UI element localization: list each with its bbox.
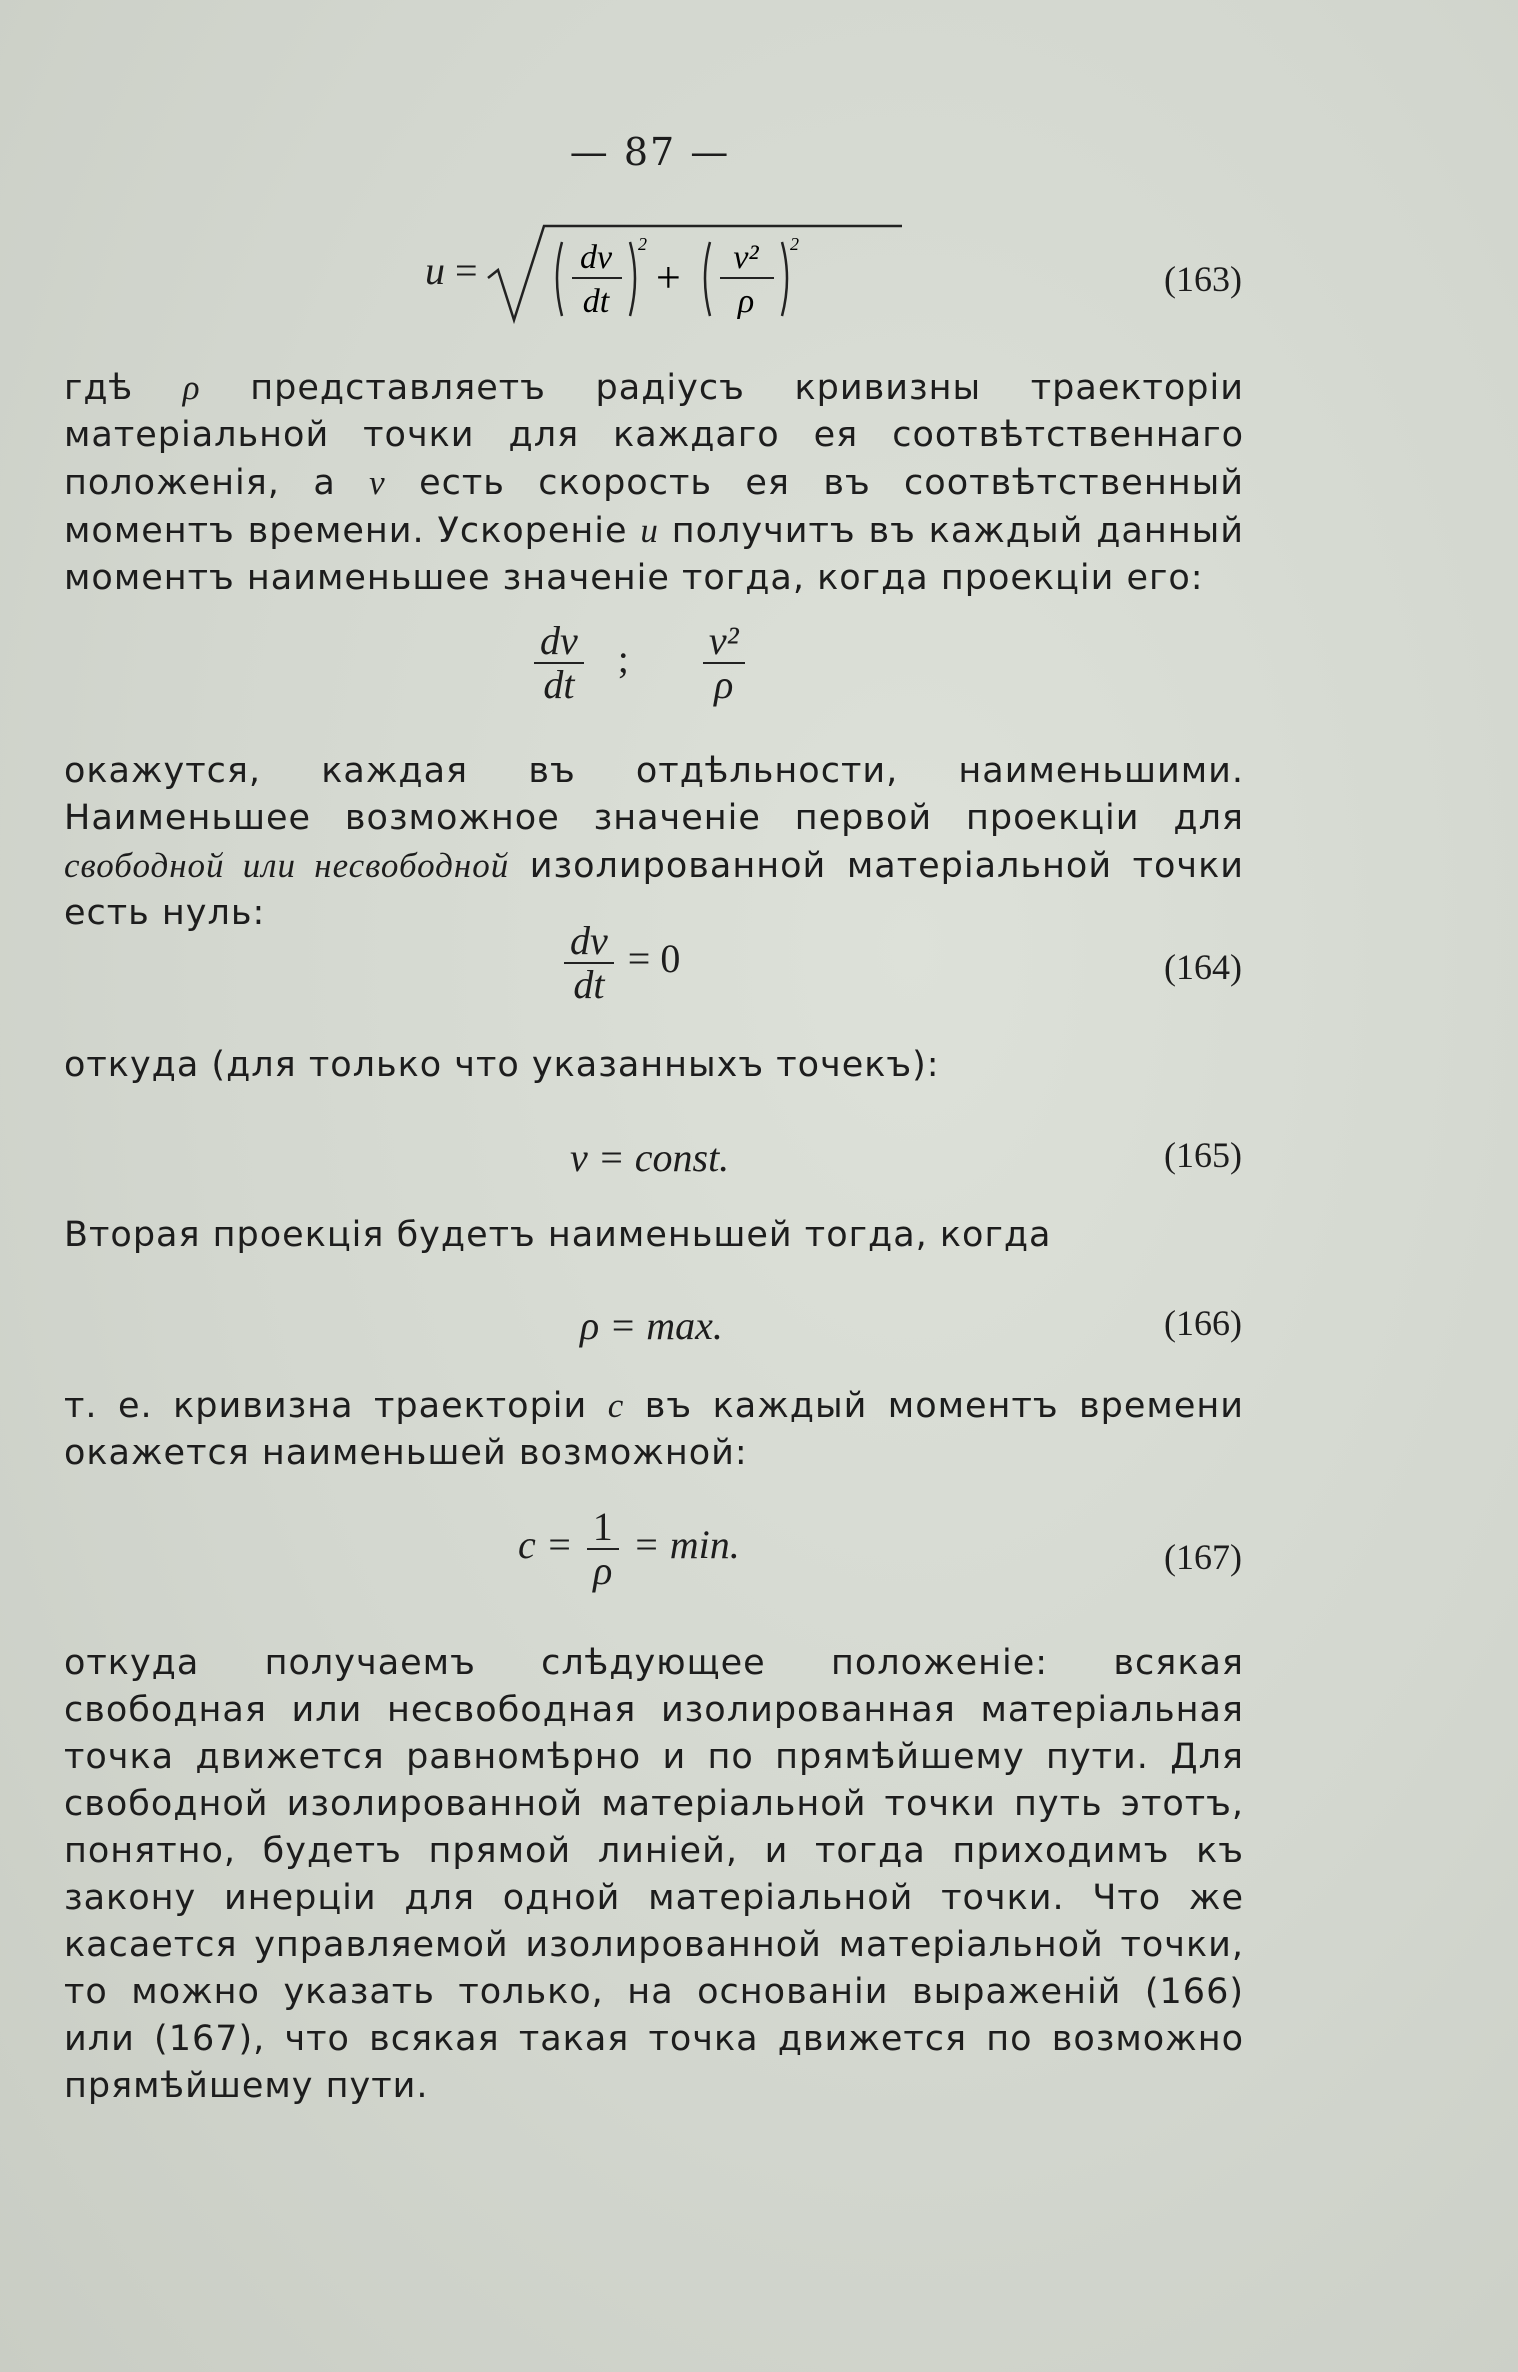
- eq167-number: (167): [1164, 1537, 1242, 1577]
- eq163-lhs: u: [425, 248, 445, 294]
- eq163-sq-a: 2: [637, 234, 647, 254]
- paragraph-4: Вторая проекція будетъ наименьшей тогда, когда: [64, 1215, 1052, 1255]
- equation-165: v = const. (165): [570, 1135, 1242, 1180]
- eq163-b-num: v²: [732, 239, 759, 276]
- paragraph-2: окажутся, каждая въ отдѣльности, наименьшими. Наименьшее возможное значеніе первой проекціи для свободной или несвободной изолированной матеріальной точки есть нуль:: [64, 751, 1245, 933]
- equation-166: ρ = max. (166): [580, 1303, 1242, 1348]
- equation-167: c = $\frac{1}{\rho}$ = min. (167): [518, 1504, 1242, 1593]
- c-symbol: c: [607, 1386, 625, 1425]
- italic-term: свободной или несвободной: [64, 846, 510, 885]
- equation-164: $\frac{dv}{dt}$ = 0 (164): [0, 920, 1518, 1030]
- eq166-number: (166): [1164, 1303, 1242, 1343]
- eq163-a-num: dv: [579, 239, 612, 276]
- page-number: — 87 —: [569, 130, 731, 174]
- svg-text:+: +: [652, 253, 683, 302]
- v-symbol: v: [369, 463, 386, 502]
- eq163-sq-b: 2: [789, 234, 799, 254]
- eq164-number: (164): [1164, 947, 1242, 987]
- paragraph-6: откуда получаемъ слѣдующее положеніе: всякая свободная или несвободная изолированная матеріальная точка движется равномѣрно и по прямѣйшему пути. Для свободной изолированной матеріальной точки путь этотъ, понятно, будетъ прямой линіей, и тогда приходимъ къ закону инерціи для одной матеріальной точки. Что же касается управляемой изолированной матеріальной точки, то можно указать только, на основаніи выраженій (166) или (167), что всякая такая точка движется по возможно прямѣйшему пути.: [64, 1643, 1244, 2106]
- eq163-number: (163): [1164, 259, 1242, 299]
- eq163-equals: =: [455, 248, 478, 294]
- paragraph-5: т. е. кривизна траекторіи c въ каждый моментъ времени окажется наименьшей возможной:: [64, 1386, 1244, 1473]
- eq163-a-den: dt: [582, 283, 609, 320]
- eq163-b-den: ρ: [737, 283, 754, 320]
- projections: $\frac{dv}{dt}$ ; $\frac{\text{v²}}{\rho}$: [0, 620, 1518, 730]
- paragraph-1: гдѣ ρ представляетъ радіусъ кривизны траекторіи матеріальной точки для каждаго ея соотвѣтственнаго положенія, а v есть скорость ея въ соотвѣтственный моментъ времени. Ускореніе u получитъ въ каждый данный моментъ наименьшее значеніе тогда, когда проекціи его:: [64, 368, 1245, 598]
- u-symbol: u: [640, 511, 659, 550]
- paragraph-3: откуда (для только что указанныхъ точекъ):: [64, 1045, 940, 1085]
- sqrt-sign-icon: [484, 220, 904, 330]
- rho-symbol: ρ: [182, 368, 201, 407]
- eq165-number: (165): [1164, 1135, 1242, 1175]
- equation-163: [0, 220, 1518, 330]
